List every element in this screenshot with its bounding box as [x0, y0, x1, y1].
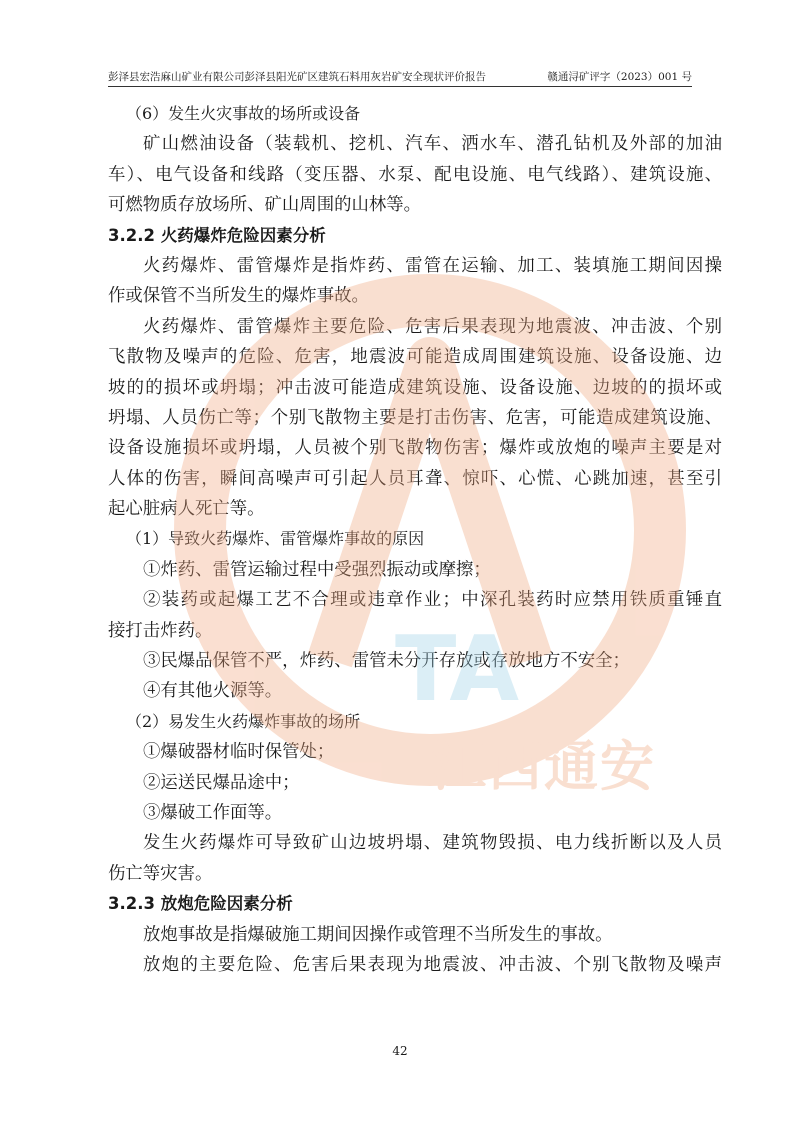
subheading-explosion-locations: （2）易发生火药爆炸事故的场所 [126, 711, 361, 731]
paragraph-line: 矿山燃油设备（装载机、挖机、汽车、洒水车、潜孔钻机及外部的加油 [143, 134, 722, 155]
paragraph-line: 设备设施损坏或坍塌，人员被个别飞散物伤害；爆炸或放炮的噪声主要是对 [108, 438, 722, 459]
list-item-continuation: 接打击炸药。 [108, 620, 213, 641]
seal-stamp-text: 江西通安 [432, 735, 656, 798]
paragraph-line: 作或保管不当所发生的爆炸事故。 [108, 286, 369, 307]
paragraph-line: 伤亡等灾害。 [108, 863, 213, 884]
list-item: ④有其他火源等。 [143, 681, 283, 702]
section-heading-3-2-2: 3.2.2 火药爆炸危险因素分析 [108, 225, 326, 245]
paragraph-line: 人体的伤害，瞬间高噪声可引起人员耳聋、惊吓、心慌、心跳加速，甚至引 [108, 468, 722, 489]
paragraph-line: 放炮事故是指爆破施工期间因操作或管理不当所发生的事故。 [143, 924, 613, 945]
header-report-number: 赣通浔矿评字（2023）001 号 [547, 71, 692, 83]
list-item: ②运送民爆品途中； [143, 772, 300, 793]
list-item: ③民爆品保管不严，炸药、雷管未分开存放或存放地方不安全； [143, 651, 630, 672]
subheading-explosion-causes: （1）导致火药爆炸、雷管爆炸事故的原因 [126, 529, 425, 549]
paragraph-line: 火药爆炸、雷管爆炸是指炸药、雷管在运输、加工、装填施工期间因操 [143, 255, 722, 276]
paragraph-line: 车）、电气设备和线路（变压器、水泵、配电设施、电气线路）、建筑设施、 [108, 164, 722, 185]
paragraph-line: 起心脏病人死亡等。 [108, 499, 265, 520]
header-report-title: 彭泽县宏浩麻山矿业有限公司彭泽县阳光矿区建筑石料用灰岩矿安全现状评价报告 [108, 71, 486, 83]
list-item: ①炸药、雷管运输过程中受强烈振动或摩擦； [143, 559, 491, 580]
section-heading-3-2-3: 3.2.3 放炮危险因素分析 [108, 894, 293, 914]
paragraph-line: 坡的的损坏或坍塌；冲击波可能造成建筑设施、设备设施、边坡的的损坏或 [108, 377, 722, 398]
paragraph-line: 可燃物质存放场所、矿山周围的山林等。 [108, 195, 422, 216]
paragraph-line: 火药爆炸、雷管爆炸主要危险、危害后果表现为地震波、冲击波、个别 [143, 316, 722, 337]
list-item: ①爆破器材临时保管处； [143, 742, 335, 763]
page-header [108, 70, 692, 87]
body-text [108, 99, 722, 980]
paragraph-line: 坍塌、人员伤亡等；个别飞散物主要是打击伤害、危害，可能造成建筑设施、 [108, 407, 722, 428]
seal-logo-letters: TA [395, 617, 520, 722]
paragraph-line: 放炮的主要危险、危害后果表现为地震波、冲击波、个别飞散物及噪声 [143, 954, 722, 975]
list-item: ③爆破工作面等。 [143, 802, 283, 823]
paragraph-line: 飞散物及噪声的危险、危害，地震波可能造成周围建筑设施、设备设施、边 [108, 347, 722, 368]
paragraph-line: 发生火药爆炸可导致矿山边坡坍塌、建筑物毁损、电力线折断以及人员 [143, 833, 722, 854]
list-item: ②装药或起爆工艺不合理或违章作业；中深孔装药时应禁用铁质重锤直 [143, 590, 722, 611]
subheading-fire-locations: （6）发生火灾事故的场所或设备 [126, 104, 361, 123]
page-number: 42 [392, 1044, 408, 1058]
